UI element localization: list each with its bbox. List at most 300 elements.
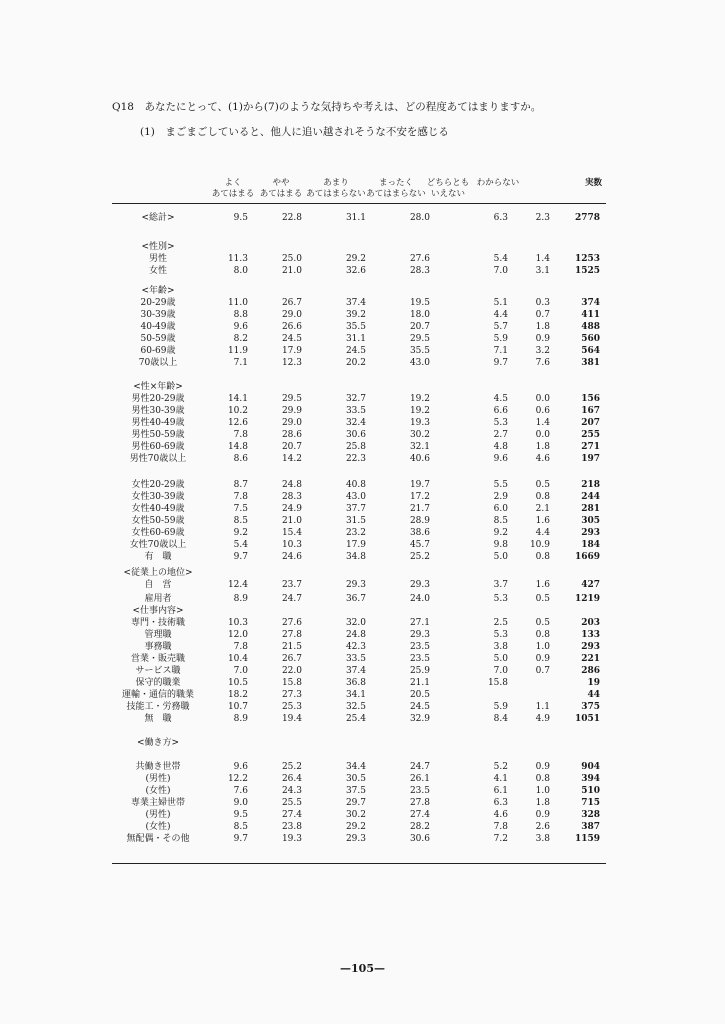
percent-cell: 4.9 — [535, 714, 550, 724]
table-row — [112, 357, 612, 369]
percent-cell: 27.6 — [409, 254, 430, 264]
table-row — [112, 527, 612, 539]
percent-cell: 12.4 — [227, 580, 248, 590]
question-text: Q18 あなたにとって、(1)から(7)のような気持ちや考えは、どの程度あてはまりますか。 — [112, 101, 542, 113]
table-row — [112, 677, 612, 689]
percent-cell: 14.8 — [227, 442, 248, 452]
percent-cell: 19.2 — [409, 406, 430, 416]
row-label: <働き方> — [136, 738, 180, 748]
percent-cell: 0.9 — [535, 810, 550, 820]
percent-cell: 25.8 — [345, 442, 366, 452]
percent-cell: 3.8 — [535, 834, 550, 844]
table-row — [112, 797, 612, 809]
percent-cell: 7.1 — [233, 358, 248, 368]
percent-cell: 6.3 — [493, 213, 508, 223]
percent-cell: 8.0 — [233, 266, 248, 276]
table-row — [112, 605, 612, 617]
percent-cell: 32.9 — [409, 714, 430, 724]
percent-cell: 19.3 — [281, 834, 302, 844]
percent-cell: 26.4 — [281, 774, 302, 784]
percent-cell: 5.9 — [493, 334, 508, 344]
percent-cell: 31.1 — [345, 334, 366, 344]
percent-cell: 19.4 — [281, 714, 302, 724]
table-row — [112, 321, 612, 333]
percent-cell: 24.9 — [281, 504, 302, 514]
count-cell: 2778 — [574, 213, 600, 223]
table-row — [112, 821, 612, 833]
percent-cell: 8.9 — [233, 594, 248, 604]
table-row — [112, 429, 612, 441]
percent-cell: 22.3 — [345, 454, 366, 464]
percent-cell: 23.5 — [409, 654, 430, 664]
percent-cell: 5.9 — [493, 702, 508, 712]
count-cell: 560 — [581, 334, 600, 344]
percent-cell: 7.0 — [493, 266, 508, 276]
percent-cell: 8.5 — [233, 822, 248, 832]
table-row — [112, 653, 612, 665]
table-row — [112, 285, 612, 297]
percent-cell: 7.0 — [493, 666, 508, 676]
table-row — [112, 833, 612, 845]
percent-cell: 8.7 — [233, 480, 248, 490]
row-label: 雇用者 — [144, 594, 172, 604]
percent-cell: 7.8 — [233, 492, 248, 502]
percent-cell: 20.7 — [409, 322, 430, 332]
percent-cell: 29.0 — [281, 310, 302, 320]
row-label: 運輸・通信的職業 — [121, 690, 194, 700]
count-cell: 510 — [581, 786, 600, 796]
row-label: 女性60-69歳 — [131, 528, 185, 538]
percent-cell: 22.0 — [281, 666, 302, 676]
percent-cell: 0.5 — [535, 594, 550, 604]
percent-cell: 1.8 — [535, 322, 550, 332]
percent-cell: 0.3 — [535, 298, 550, 308]
col-header-6: わからない — [476, 178, 520, 188]
count-cell: 427 — [581, 580, 600, 590]
row-label: 男性60-69歳 — [131, 442, 185, 452]
percent-cell: 0.9 — [535, 654, 550, 664]
percent-cell: 29.3 — [409, 630, 430, 640]
row-label: 共働き世帯 — [135, 762, 181, 772]
percent-cell: 4.4 — [493, 310, 508, 320]
percent-cell: 24.7 — [409, 762, 430, 772]
percent-cell: 8.8 — [233, 310, 248, 320]
percent-cell: 28.2 — [409, 822, 430, 832]
percent-cell: 23.8 — [281, 822, 302, 832]
table-row — [112, 701, 612, 713]
table-row — [112, 453, 612, 465]
percent-cell: 3.2 — [535, 346, 550, 356]
percent-cell: 9.6 — [493, 454, 508, 464]
table-row — [112, 809, 612, 821]
percent-cell: 24.6 — [281, 552, 302, 562]
count-cell: 411 — [581, 310, 600, 320]
percent-cell: 36.8 — [345, 678, 366, 688]
percent-cell: 0.9 — [535, 762, 550, 772]
percent-cell: 9.7 — [233, 834, 248, 844]
percent-cell: 29.3 — [345, 580, 366, 590]
percent-cell: 24.8 — [281, 480, 302, 490]
count-cell: 394 — [581, 774, 600, 784]
percent-cell: 25.5 — [281, 798, 302, 808]
percent-cell: 2.6 — [535, 822, 550, 832]
percent-cell: 21.1 — [409, 678, 430, 688]
count-cell: 218 — [581, 480, 600, 490]
percent-cell: 0.0 — [535, 430, 550, 440]
percent-cell: 25.2 — [281, 762, 302, 772]
count-cell: 374 — [581, 298, 600, 308]
percent-cell: 23.2 — [345, 528, 366, 538]
count-cell: 207 — [581, 418, 600, 428]
percent-cell: 9.6 — [233, 762, 248, 772]
percent-cell: 7.6 — [535, 358, 550, 368]
percent-cell: 1.8 — [535, 798, 550, 808]
percent-cell: 15.8 — [281, 678, 302, 688]
percent-cell: 0.6 — [535, 406, 550, 416]
percent-cell: 0.7 — [535, 666, 550, 676]
percent-cell: 6.6 — [493, 406, 508, 416]
col-header-count: 実数 — [584, 178, 602, 188]
table-row — [112, 567, 612, 579]
count-cell: 184 — [581, 540, 600, 550]
table-row — [112, 579, 612, 591]
percent-cell: 3.8 — [493, 642, 508, 652]
count-cell: 293 — [581, 528, 600, 538]
percent-cell: 12.2 — [227, 774, 248, 784]
percent-cell: 10.9 — [529, 540, 550, 550]
percent-cell: 5.3 — [493, 630, 508, 640]
percent-cell: 4.1 — [493, 774, 508, 784]
table-row — [112, 593, 612, 605]
percent-cell: 7.6 — [233, 786, 248, 796]
percent-cell: 5.2 — [493, 762, 508, 772]
table-row — [112, 737, 612, 749]
row-label: <性×年齢> — [133, 382, 183, 392]
table-row — [112, 515, 612, 527]
percent-cell: 14.2 — [281, 454, 302, 464]
count-cell: 1219 — [574, 594, 600, 604]
percent-cell: 8.5 — [493, 516, 508, 526]
percent-cell: 31.5 — [345, 516, 366, 526]
table-row — [112, 629, 612, 641]
percent-cell: 4.8 — [493, 442, 508, 452]
percent-cell: 18.2 — [227, 690, 248, 700]
table-top-rule — [112, 203, 606, 204]
percent-cell: 7.8 — [233, 430, 248, 440]
percent-cell: 26.7 — [281, 298, 302, 308]
page-number: —105— — [340, 962, 385, 975]
subquestion-text: (1) まごまごしていると、他人に追い越されそうな不安を感じる — [140, 126, 449, 138]
percent-cell: 7.8 — [233, 642, 248, 652]
count-cell: 197 — [581, 454, 600, 464]
table-row — [112, 405, 612, 417]
table-row — [112, 212, 612, 224]
count-cell: 564 — [581, 346, 600, 356]
row-label: 男性40-49歳 — [131, 418, 185, 428]
percent-cell: 25.4 — [345, 714, 366, 724]
percent-cell: 29.2 — [345, 822, 366, 832]
count-cell: 244 — [581, 492, 600, 502]
row-label: 事務職 — [144, 642, 172, 652]
percent-cell: 34.4 — [345, 762, 366, 772]
percent-cell: 37.5 — [345, 786, 366, 796]
percent-cell: 39.2 — [345, 310, 366, 320]
percent-cell: 7.5 — [233, 504, 248, 514]
table-row — [112, 539, 612, 551]
percent-cell: 43.0 — [345, 492, 366, 502]
table-row — [112, 265, 612, 277]
percent-cell: 37.4 — [345, 666, 366, 676]
row-label: <性別> — [141, 242, 175, 252]
percent-cell: 6.3 — [493, 798, 508, 808]
percent-cell: 2.5 — [493, 618, 508, 628]
table-row — [112, 345, 612, 357]
row-label: <総計> — [141, 213, 175, 223]
percent-cell: 25.3 — [281, 702, 302, 712]
percent-cell: 8.9 — [233, 714, 248, 724]
count-cell: 203 — [581, 618, 600, 628]
percent-cell: 27.4 — [281, 810, 302, 820]
percent-cell: 30.2 — [345, 810, 366, 820]
percent-cell: 21.7 — [409, 504, 430, 514]
table-row — [112, 761, 612, 773]
table-row — [112, 417, 612, 429]
table-row — [112, 441, 612, 453]
percent-cell: 4.6 — [493, 810, 508, 820]
table-bottom-rule — [112, 863, 606, 864]
row-label: 30-39歳 — [140, 310, 176, 320]
percent-cell: 1.1 — [535, 702, 550, 712]
col-header-4: まったく あてはまらない — [366, 178, 426, 199]
percent-cell: 11.9 — [227, 346, 248, 356]
percent-cell: 1.4 — [535, 254, 550, 264]
percent-cell: 0.5 — [535, 480, 550, 490]
percent-cell: 5.3 — [493, 594, 508, 604]
percent-cell: 7.0 — [233, 666, 248, 676]
table-row — [112, 241, 612, 253]
percent-cell: 40.8 — [345, 480, 366, 490]
percent-cell: 19.2 — [409, 394, 430, 404]
row-label: <仕事内容> — [132, 606, 184, 616]
percent-cell: 8.6 — [233, 454, 248, 464]
percent-cell: 10.5 — [227, 678, 248, 688]
count-cell: 715 — [581, 798, 600, 808]
percent-cell: 4.6 — [535, 454, 550, 464]
row-label: 70歳以上 — [138, 358, 178, 368]
percent-cell: 32.6 — [345, 266, 366, 276]
percent-cell: 14.1 — [227, 394, 248, 404]
percent-cell: 27.8 — [409, 798, 430, 808]
percent-cell: 28.3 — [281, 492, 302, 502]
table-row — [112, 393, 612, 405]
row-label: 60-69歳 — [140, 346, 176, 356]
percent-cell: 37.4 — [345, 298, 366, 308]
percent-cell: 10.3 — [281, 540, 302, 550]
col-header-2: やや あてはまる — [259, 178, 303, 199]
count-cell: 381 — [581, 358, 600, 368]
percent-cell: 21.0 — [281, 266, 302, 276]
percent-cell: 0.8 — [535, 630, 550, 640]
count-cell: 167 — [581, 406, 600, 416]
percent-cell: 29.5 — [409, 334, 430, 344]
percent-cell: 9.2 — [233, 528, 248, 538]
percent-cell: 43.0 — [409, 358, 430, 368]
percent-cell: 45.7 — [409, 540, 430, 550]
table-row — [112, 665, 612, 677]
row-label: 営業・販売職 — [130, 654, 185, 664]
percent-cell: 34.1 — [345, 690, 366, 700]
percent-cell: 0.9 — [535, 334, 550, 344]
percent-cell: 20.7 — [281, 442, 302, 452]
percent-cell: 1.0 — [535, 642, 550, 652]
percent-cell: 30.6 — [409, 834, 430, 844]
percent-cell: 5.4 — [233, 540, 248, 550]
percent-cell: 3.7 — [493, 580, 508, 590]
row-label: 男性70歳以上 — [129, 454, 187, 464]
percent-cell: 26.1 — [409, 774, 430, 784]
percent-cell: 9.6 — [233, 322, 248, 332]
percent-cell: 8.4 — [493, 714, 508, 724]
table-row — [112, 297, 612, 309]
percent-cell: 5.3 — [493, 418, 508, 428]
row-label: 自 営 — [144, 580, 172, 590]
percent-cell: 19.3 — [409, 418, 430, 428]
percent-cell: 23.5 — [409, 786, 430, 796]
percent-cell: 9.8 — [493, 540, 508, 550]
percent-cell: 18.0 — [409, 310, 430, 320]
percent-cell: 28.0 — [409, 213, 430, 223]
percent-cell: 38.6 — [409, 528, 430, 538]
percent-cell: 8.2 — [233, 334, 248, 344]
percent-cell: 9.7 — [493, 358, 508, 368]
percent-cell: 9.2 — [493, 528, 508, 538]
percent-cell: 1.0 — [535, 786, 550, 796]
percent-cell: 2.7 — [493, 430, 508, 440]
row-label: 専門・技術職 — [130, 618, 185, 628]
table-row — [112, 689, 612, 701]
percent-cell: 35.5 — [345, 322, 366, 332]
count-cell: 281 — [581, 504, 600, 514]
percent-cell: 25.2 — [409, 552, 430, 562]
row-label: 無 職 — [144, 714, 172, 724]
count-cell: 156 — [581, 394, 600, 404]
percent-cell: 33.5 — [345, 406, 366, 416]
percent-cell: 19.5 — [409, 298, 430, 308]
percent-cell: 29.7 — [345, 798, 366, 808]
table-row — [112, 309, 612, 321]
percent-cell: 9.7 — [233, 552, 248, 562]
table-row — [112, 333, 612, 345]
percent-cell: 20.5 — [409, 690, 430, 700]
percent-cell: 29.2 — [345, 254, 366, 264]
percent-cell: 5.4 — [493, 254, 508, 264]
table-row — [112, 253, 612, 265]
col-header-3: あまり あてはまらない — [306, 178, 366, 199]
percent-cell: 2.1 — [535, 504, 550, 514]
percent-cell: 2.9 — [493, 492, 508, 502]
count-cell: 1525 — [574, 266, 600, 276]
percent-cell: 9.5 — [233, 213, 248, 223]
percent-cell: 27.4 — [409, 810, 430, 820]
count-cell: 1669 — [574, 552, 600, 562]
percent-cell: 37.7 — [345, 504, 366, 514]
percent-cell: 28.3 — [409, 266, 430, 276]
percent-cell: 6.1 — [493, 786, 508, 796]
percent-cell: 23.7 — [281, 580, 302, 590]
percent-cell: 24.5 — [409, 702, 430, 712]
percent-cell: 1.6 — [535, 516, 550, 526]
count-cell: 44 — [587, 690, 600, 700]
row-label: 40-49歳 — [140, 322, 176, 332]
row-label: サービス職 — [135, 666, 181, 676]
percent-cell: 7.1 — [493, 346, 508, 356]
table-row — [112, 641, 612, 653]
percent-cell: 27.8 — [281, 630, 302, 640]
percent-cell: 5.1 — [493, 298, 508, 308]
percent-cell: 5.0 — [493, 654, 508, 664]
percent-cell: 32.7 — [345, 394, 366, 404]
table-row — [112, 551, 612, 563]
percent-cell: 8.5 — [233, 516, 248, 526]
col-header-1: よく あてはまる — [211, 178, 255, 199]
count-cell: 305 — [581, 516, 600, 526]
percent-cell: 5.5 — [493, 480, 508, 490]
table-row — [112, 503, 612, 515]
percent-cell: 30.6 — [345, 430, 366, 440]
row-label: (男性) — [145, 810, 171, 820]
percent-cell: 24.7 — [281, 594, 302, 604]
table-row — [112, 479, 612, 491]
percent-cell: 42.3 — [345, 642, 366, 652]
percent-cell: 32.1 — [409, 442, 430, 452]
percent-cell: 27.3 — [281, 690, 302, 700]
row-label: 女性 — [148, 266, 167, 276]
count-cell: 904 — [581, 762, 600, 772]
row-label: (男性) — [145, 774, 171, 784]
percent-cell: 26.7 — [281, 654, 302, 664]
percent-cell: 5.7 — [493, 322, 508, 332]
percent-cell: 4.4 — [535, 528, 550, 538]
count-cell: 221 — [581, 654, 600, 664]
percent-cell: 28.6 — [281, 430, 302, 440]
percent-cell: 0.8 — [535, 492, 550, 502]
percent-cell: 1.6 — [535, 580, 550, 590]
percent-cell: 1.8 — [535, 442, 550, 452]
percent-cell: 0.0 — [535, 394, 550, 404]
row-label: 男性50-59歳 — [131, 430, 185, 440]
percent-cell: 26.6 — [281, 322, 302, 332]
row-label: 保守的職業 — [135, 678, 181, 688]
percent-cell: 0.8 — [535, 552, 550, 562]
percent-cell: 10.4 — [227, 654, 248, 664]
row-label: <年齢> — [141, 286, 175, 296]
row-label: 女性30-39歳 — [131, 492, 185, 502]
row-label: 女性40-49歳 — [131, 504, 185, 514]
count-cell: 286 — [581, 666, 600, 676]
table-row — [112, 785, 612, 797]
percent-cell: 7.8 — [493, 822, 508, 832]
count-cell: 1253 — [574, 254, 600, 264]
row-label: 管理職 — [144, 630, 172, 640]
table-row — [112, 773, 612, 785]
count-cell: 375 — [581, 702, 600, 712]
percent-cell: 24.8 — [345, 630, 366, 640]
percent-cell: 10.7 — [227, 702, 248, 712]
row-label: 女性50-59歳 — [131, 516, 185, 526]
percent-cell: 40.6 — [409, 454, 430, 464]
percent-cell: 21.0 — [281, 516, 302, 526]
percent-cell: 1.4 — [535, 418, 550, 428]
